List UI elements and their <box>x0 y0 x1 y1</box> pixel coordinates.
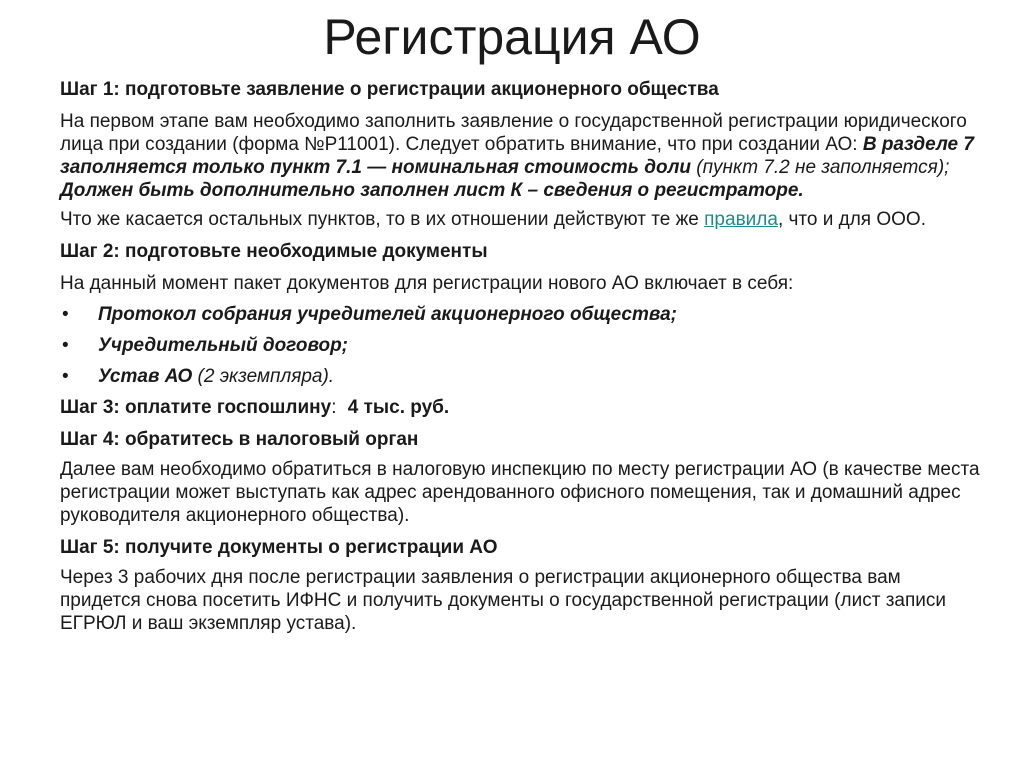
step1-heading: Шаг 1: подготовьте заявление о регистрации акционерного общества <box>60 79 719 100</box>
step3-colon: : <box>331 397 337 418</box>
step4-heading: Шаг 4: обратитесь в налоговый орган <box>60 429 419 450</box>
doc-charter: Устав АО <box>98 366 193 387</box>
step3-heading <box>60 396 980 419</box>
step5-text: Через 3 рабочих дня после регистрации заявления о регистрации акционерного общества вам придется снова посетить ИФНС и получить документы о государственной регистрации (лист записи ЕГРЮЛ и ваш экземпляр устава). <box>60 567 946 634</box>
step1-text-2: Что же касается остальных пунктов, то в их отношении действуют те же <box>60 209 705 230</box>
list-item <box>60 334 980 357</box>
step4-text: Далее вам необходимо обратиться в налоговую инспекцию по месту регистрации АО (в качестве места регистрации может выступать как адрес арендованного офисного помещения, так и домашний адрес руководителя акционерного общества). <box>60 459 980 526</box>
bullet-icon: • <box>62 304 69 325</box>
document-body <box>60 78 980 641</box>
step3-amount: 4 тыс. руб. <box>347 397 450 418</box>
page-title: Регистрация АО <box>323 9 701 65</box>
bullet-icon: • <box>62 366 69 387</box>
step5-heading: Шаг 5: получите документы о регистрации АО <box>60 537 498 558</box>
list-item <box>60 365 980 388</box>
step1-paragraph-1 <box>60 110 980 202</box>
step2-intro: На данный момент пакет документов для регистрации нового АО включает в себя: <box>60 273 794 294</box>
step3-label: Шаг 3: оплатите госпошлину <box>60 397 332 418</box>
step1-emphasis-sheet-k: Должен быть дополнительно заполнен лист К – сведения о регистраторе. <box>60 180 804 201</box>
doc-protocol: Протокол собрания учредителей акционерного общества; <box>98 304 677 325</box>
doc-charter-copies: (2 экземпляра). <box>192 366 335 387</box>
doc-founding-agreement: Учредительный договор; <box>98 335 348 356</box>
documents-list <box>60 303 980 388</box>
list-item <box>60 303 980 326</box>
step1-emphasis-section7: В разделе 7 заполняется только пункт 7.1 — номинальная стоимость доли <box>60 134 974 178</box>
step1-text-3: , что и для ООО. <box>777 209 926 230</box>
rules-link[interactable]: правила <box>704 209 778 230</box>
step2-heading: Шаг 2: подготовьте необходимые документы <box>60 241 488 262</box>
step1-note-7-2: (пункт 7.2 не заполняется); <box>691 157 950 178</box>
step1-text: На первом этапе вам необходимо заполнить заявление о государственной регистрации юридического лица при создании (форма №Р11001). Следует обратить внимание, что при создании АО: <box>60 111 967 155</box>
step1-paragraph-2 <box>60 208 980 231</box>
bullet-icon: • <box>62 335 69 356</box>
